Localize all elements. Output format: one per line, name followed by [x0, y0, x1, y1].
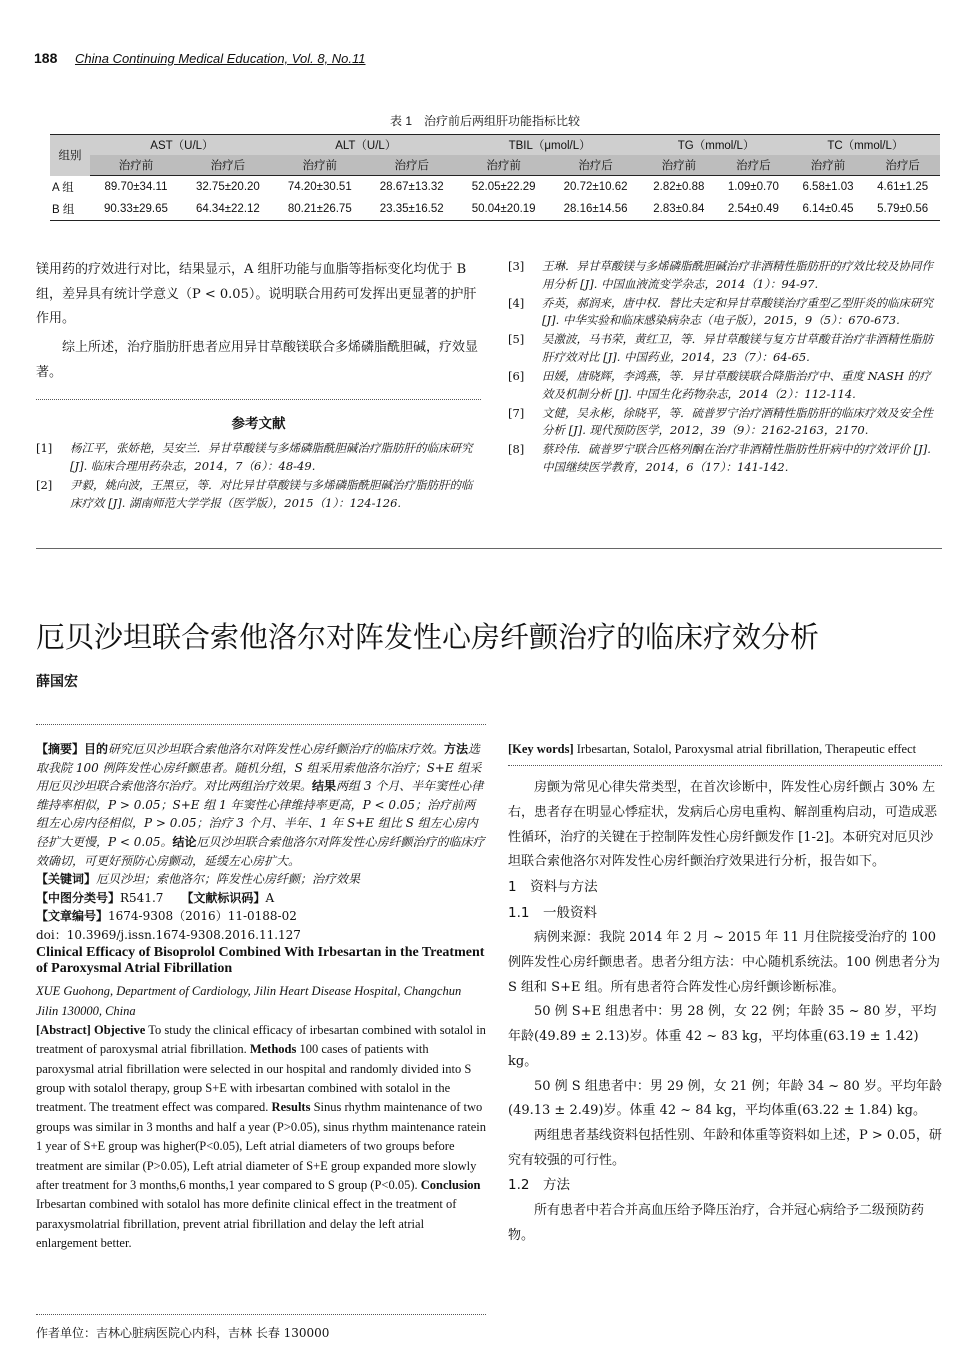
sub-header: 治疗后 — [716, 155, 791, 176]
page-number: 188 — [34, 50, 58, 66]
liver-function-table — [50, 134, 940, 221]
english-keywords: [Key words] Irbesartan, Sotalol, Paroxysmal atrial fibrillation, Therapeutic effect — [508, 742, 917, 756]
table-cell: 6.14±0.45 — [791, 198, 866, 221]
divider — [508, 765, 942, 766]
body-paragraph: 两组患者基线资料包括性别、年龄和体重等资料如上述，P > 0.05，研究有较强的可行性。 — [508, 1127, 942, 1168]
table-cell: 32.75±20.20 — [195, 180, 260, 193]
table-row — [50, 198, 940, 221]
article-author: 薛国宏 — [36, 674, 78, 690]
table-cell: 23.35±16.52 — [366, 198, 458, 221]
table-cell: 80.21±26.75 — [274, 198, 366, 221]
sub-header: 治疗前 — [90, 155, 182, 176]
body-paragraph: 综上所述，治疗脂肪肝患者应用异甘草酸镁联合多烯磷脂酰胆碱，疗效显著。 — [36, 340, 479, 380]
divider — [36, 399, 481, 400]
reference-item: [3] 王琳．异甘草酸镁与多烯磷脂酰胆碱治疗非酒精性脂肪肝的疗效比较及协同作用分析 [J]. 中国血液流变学杂志，2014（1）：94-97. — [508, 259, 933, 291]
indicator-header: AST（U/L） — [90, 135, 274, 156]
reference-item: [2] 尹毅，姚向波，王黑豆，等．对比异甘草酸镁与多烯磷脂酰胆碱治疗脂肪肝的临床疗效 [J]. 湖南师范大学学报（医学版），2015（1）：124-126. — [36, 478, 473, 510]
sub-header: 治疗前 — [642, 155, 717, 176]
table-cell: 74.20±30.51 — [287, 180, 352, 193]
table-cell: 1.09±0.70 — [727, 180, 779, 193]
group-header: 组别 — [50, 135, 90, 176]
sub-header: 治疗前 — [274, 155, 366, 176]
sub-header: 治疗后 — [366, 155, 458, 176]
table-cell: 5.79±0.56 — [865, 198, 940, 221]
reference-item: [5] 吴激波，马书荣，黄红卫，等．异甘草酸镁与复方甘草酸苷治疗非酒精性脂肪肝疗效对比 [J]. 中国药业，2014，23（7）：64-65. — [508, 332, 933, 365]
sub-header: 治疗后 — [550, 155, 642, 176]
table-cell: 50.04±20.19 — [458, 198, 550, 221]
body-paragraph: 50 例 S+E 组患者中：男 28 例，女 22 例；年龄 35 ~ 80 岁，平均年龄(49.89 ± 2.13)岁。体重 42 ~ 83 kg，平均体重(63.19 ± 1.42) kg。 — [508, 1004, 937, 1069]
reference-item: [4] 乔英，郝润来，唐中权．替比夫定和异甘草酸镁治疗重型乙型肝炎的临床研究 [J]. 中华实验和临床感染病杂志（电子版），2015，9（5）：670-673. — [508, 295, 933, 328]
article-number: 【文章编号】1674-9308（2016）11-0188-02 — [36, 909, 297, 924]
reference-item: [1] 杨江平，张娇艳，吴安兰．异甘草酸镁与多烯磷脂酰胆碱治疗脂肪肝的临床研究 [J]. 临床合理用药杂志，2014，7（6）：48-49. — [36, 441, 473, 474]
sub-header: 治疗前 — [791, 155, 866, 176]
doi: doi：10.3969/j.issn.1674-9308.2016.11.127 — [36, 927, 301, 942]
article-right-column — [508, 740, 942, 1248]
abstract-column — [36, 740, 486, 1253]
indicator-header: TBIL（μmol/L） — [458, 135, 642, 156]
prev-left-column — [36, 258, 481, 514]
keywords-cn: 【关键词】厄贝沙坦；索他洛尔；阵发性心房纤颤；治疗效果 — [36, 872, 361, 887]
english-title: Clinical Efficacy of Bisoprolol Combined With Irbesartan in the Treatment of Paroxysmal Atrial Fibrillation — [36, 944, 485, 977]
table-cell: 2.54±0.49 — [716, 198, 791, 221]
body-paragraph: 镁用药的疗效进行对比，结果显示，A 组肝功能与血脂等指标变化均优于 B 组，差异具有统计学意义（P < 0.05）。说明联合用药可发挥出更显著的护肝作用。 — [36, 262, 477, 327]
subsection-heading: 1.2 方法 — [508, 1177, 570, 1194]
reference-item: [8] 蔡玲伟．硫普罗宁联合匹格列酮在治疗非酒精性脂肪性肝病中的疗效评价 [J]. 中国继续医学教育，2014，6（17）：141-142. — [508, 442, 931, 474]
body-paragraph: 50 例 S 组患者中：男 29 例，女 21 例；年龄 34 ~ 80 岁。平均年龄(49.13 ± 2.49)岁。体重 42 ~ 84 kg，平均体重(63.22 ± 1.84) kg。 — [508, 1078, 942, 1119]
sub-header: 治疗后 — [865, 155, 940, 176]
table-cell: 64.34±22.12 — [182, 198, 274, 221]
prev-right-column — [508, 258, 942, 478]
table-cell: 52.05±22.29 — [471, 180, 536, 193]
table-cell: 2.82±0.88 — [653, 180, 705, 193]
reference-item: [7] 文健，吴永彬，徐晓平，等．硫普罗宁治疗酒精性脂肪肝的临床疗效及安全性分析 [J]. 现代预防医学，2012，39（9）：2162-2163，2170. — [508, 405, 933, 438]
table-cell: B 组 — [50, 198, 90, 221]
running-header — [34, 50, 366, 66]
english-abstract: [Abstract] Objective To study the clinical efficacy of irbesartan combined with sotalol in treatment of paroxysmal atrial fibrillation. Methods 100 cases of patients with paroxysmal atrial fibrillation were selected in our hospital and randomly divided into S group with sotalol therapy, group S+E with irbesartan combined with sotalol in the treatment. The treatment effect was compared. Results Sinus rhythm maintenance of two groups was similar in 3 months and half a year (P>0.05), sinus rhythm maintenance ratein 1 year of S+E group was higher(P<0.05), Left atrial diameters of two groups before treatment are similar (P>0.05), Left atrial diameter of S+E group expanded more slowly after treatment for 3 months,6 months,1 year compared to S group (P<0.05). Conclusion Irbesartan combined with sotalol has more definite clinical effect in the treatment of paraxysmolatrial fibrillation, prevent atrial fibrillation and delay the left atrial enlargement better. — [36, 1022, 487, 1250]
table-caption: 表 1 治疗前后两组肝功能指标比较 — [389, 114, 580, 128]
table-cell: 90.33±29.65 — [90, 198, 182, 221]
reference-item: [6] 田媛，唐晓辉，李鸿燕，等．异甘草酸镁联合降脂治疗中、重度 NASH 的疗效及机制分析 [J]. 中国生化药物杂志，2014（2）：112-114. — [508, 368, 931, 401]
body-paragraph: 所有患者中若合并高血压给予降压治疗，合并冠心病给予二级预防药物。 — [508, 1202, 925, 1243]
sub-header: 治疗后 — [182, 155, 274, 176]
table-cell: 4.61±1.25 — [877, 180, 929, 193]
indicator-header: TC（mmol/L） — [791, 135, 940, 156]
table-cell: 28.16±14.56 — [550, 198, 642, 221]
table-cell: A 组 — [52, 181, 74, 194]
footnote-divider — [36, 1314, 486, 1315]
article-separator — [36, 548, 942, 549]
table-cell: 2.83±0.84 — [642, 198, 717, 221]
table-row — [50, 176, 940, 198]
references-heading: 参考文献 — [231, 416, 286, 433]
article-title: 厄贝沙坦联合索他洛尔对阵发性心房纤颤治疗的临床疗效分析 — [36, 620, 820, 654]
abstract-cn: 【摘要】目的研究厄贝沙坦联合索他洛尔对阵发性心房纤颤治疗的临床疗效。方法选取我院 100 例阵发性心房纤颤患者。随机分组，S 组采用索他洛尔治疗；S+E 组采用厄贝沙坦联合索他洛尔治疗。对比两组治疗效果。结果两组 3 个月、半年窦性心律维持率相似，P > 0.05；S+E 组 1 年窦性心律维持率更高，P < 0.05；治疗前两组左心房内径相似，P > 0.05；治疗 3 个月、半年、1 年 S+E 组比 S 组左心房内径扩大更慢，P < 0.05。结论厄贝沙坦联合索他洛尔对阵发性心房纤颤治疗的临床疗效确切，可更好预防心房颤动，延缓左心房扩大。 — [36, 742, 485, 868]
journal-title: China Continuing Medical Education, Vol. 8, No.11 — [74, 51, 366, 66]
classification-line: 【中图分类号】R541.7 【文献标识码】A — [36, 890, 275, 905]
indicator-header: TG（mmol/L） — [642, 135, 791, 156]
english-affiliation: XUE Guohong, Department of Cardiology, Jilin Heart Disease Hospital, Changchun Jilin 130000, China — [36, 984, 462, 1018]
divider — [36, 724, 486, 725]
subsection-heading: 1.1 一般资料 — [508, 904, 597, 921]
table-cell: 89.70±34.11 — [104, 180, 168, 193]
body-paragraph: 病例来源：我院 2014 年 2 月 ~ 2015 年 11 月住院接受治疗的 100 例阵发性心房纤颤患者。患者分组方法：中心随机系统法。100 例患者分为 S 组和 S+E 组。所有患者符合阵发性心房纤颤诊断标准。 — [508, 930, 940, 995]
indicator-header: ALT（U/L） — [274, 135, 458, 156]
table-cell: 20.72±10.62 — [563, 180, 628, 193]
intro-paragraph: 房颤为常见心律失常类型，在首次诊断中，阵发性心房纤颤占 30% 左右，患者存在明显心悸症状，发病后心房电重构、解剖重构启动，可造成恶性循环，治疗的关键在于控制阵发性心房纤颤发作 [1-2]。本研究对厄贝沙坦联合索他洛尔对阵发性心房纤颤治疗效果进行分析，报告如下。 — [508, 780, 938, 870]
section-heading: 1 资料与方法 — [508, 879, 598, 896]
table-cell: 28.67±13.32 — [379, 180, 444, 193]
sub-header: 治疗前 — [458, 155, 550, 176]
author-affiliation-footnote: 作者单位：吉林心脏病医院心内科，吉林 长春 130000 — [36, 1326, 330, 1340]
table-cell: 6.58±1.03 — [802, 180, 854, 193]
